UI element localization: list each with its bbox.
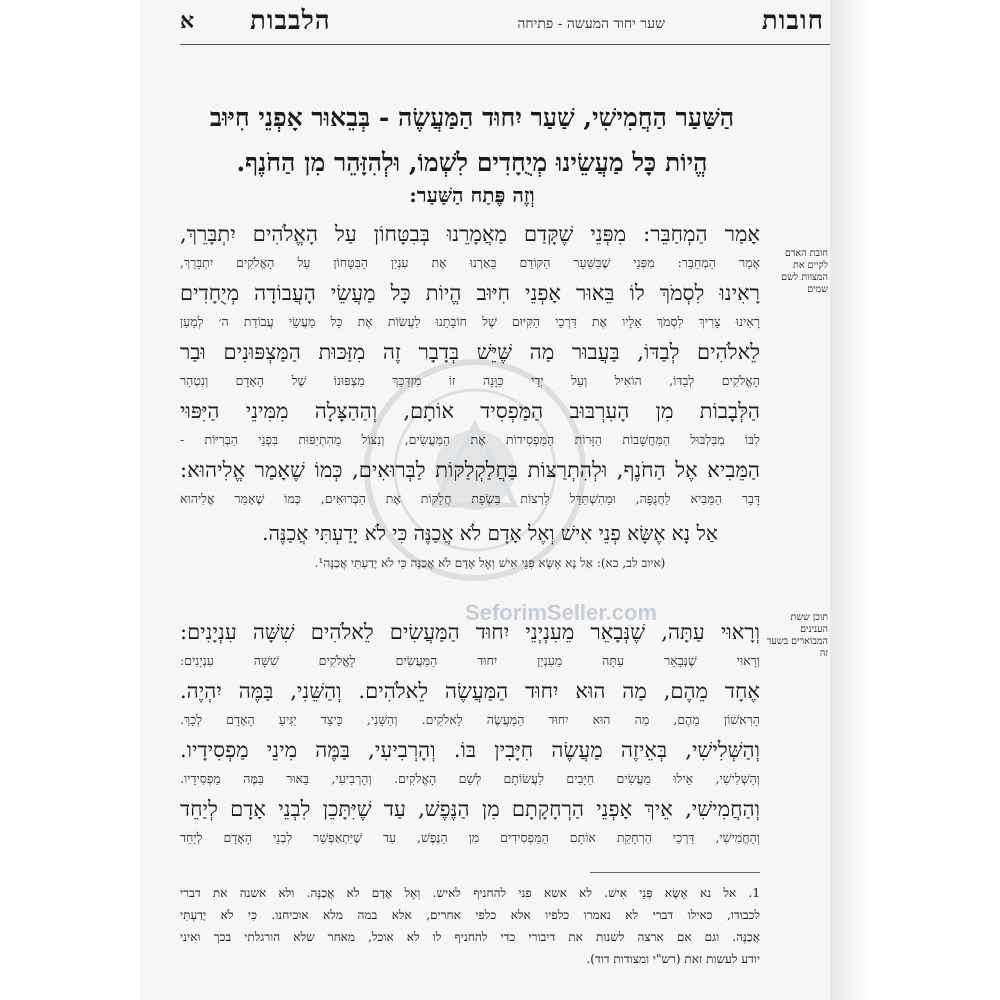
plain-line: וְהַחֲמִישִׁי, דַּרְכֵי הַרְחָקַת אוֹתָם הַמַּפְסִידִים מִן הַנֶּפֶשׁ, עַד שֶׁיִּתְאַפְשֵׁר לִבְנֵי הָאָדָם לְיַחֵד [180, 830, 760, 845]
vocalized-line: לֵאלֹהִים לְבַדּוֹ, בַּעֲבוּר מַה שֶּׁיֵּשׁ בְּדָבָר זֶה מִזַּכּוּת הַמַּצְפּוּנִים וּבַר [180, 340, 760, 364]
chapter-heading [182, 95, 762, 185]
footnote-line: לכבודו, כאילו דברי לא נאמרו כלפיו אלא כלפי אחרים, אלא במה מלא אוכיחנו. כִּי לֹא יָדַעְתִּי [180, 908, 760, 922]
margin-note: חובת האדם לקיים את המצוות לשם שמים [781, 248, 828, 295]
plain-line: וְהַשְּׁלִישִׁי, אֵילוּ מַעֲשִׂים חַיָּבִים לַעֲשׂוֹתָם לְשֵׁם הָאֱלֹקִים. וְהָרְבִיעִי, בֵּאוּר בַּמֶּה מַפְסִידָיו. [180, 771, 760, 786]
header-title-left: הלבבות [250, 6, 331, 36]
header-title-right: חובות [761, 6, 824, 36]
page-number: א [180, 8, 195, 34]
footnote-rule [590, 872, 760, 873]
plain-line: לִבּוֹ מִבִּלְבּוּל הַמַּחֲשָׁבוֹת הַזָּרוֹת הַמַּפְסִידוֹת אֶת הַמַּעֲשִׂים, וְנִצּוֹל מֵהִתְיַפּוּת בִּפְנֵי הַבְּרִיּוֹת - [180, 432, 760, 447]
vocalized-line: וְרָאוּי עַתָּה, שֶׁנְּבָאֵר מֵעִנְיְנֵי יִחוּד הַמַּעֲשִׂים לֵאלֹהִים שִׁשָּׁה עִנְיָנִים: [180, 620, 760, 644]
vocalized-line: אֶחָד מֵהֶם, מַה הוּא יִחוּד הַמַּעֲשֶׂה לֵאלֹהִים. וְהַשֵּׁנִי, בַּמֶּה יִהְיֶה. [180, 679, 760, 703]
chapter-heading-line: הֱיוֹת כָּל מַעֲשֵׂינוּ מְיֻחָדִים לִשְׁמוֹ, וּלְהִזָּהֵר מִן הַחֹנֶף. [236, 148, 708, 177]
vocalized-line: וְהַחֲמִישִׁי, אֵיךְ אָפְנֵי הַרְחָקָתָם מִן הַנֶּפֶשׁ, עַד שֶׁיִּתָּכֵן לִבְנֵי אָדָם לְיַחֵד [180, 797, 760, 821]
gate-opening: וְזֶה פֶּתַח הַשַּׁעַר: [409, 183, 535, 207]
chapter-heading-line: הַשַּׁעַר הַחֲמִישִׁי, שַׁעַר יִחוּד הַמַּעֲשֶׂה - בְּבֵאוּר אָפְנֵי חִיּוּב [209, 103, 735, 132]
verse-reference: (איוב לב, כא): [596, 556, 666, 570]
footnote-line: אֲכַנֶּה. וגם אם ארצה לשנות את דיבורי כדי להחניף לו לא אוכל, מאחר שלא הורגלתי בכך ואיני [180, 930, 760, 944]
footnote-line: יודע לעשות זאת (רש"י ומצודות דוד). [586, 952, 760, 966]
vocalized-line: הַלְּבָבוֹת מִן הָעִרְבּוּב הַמַּפְסִיד אוֹתָם, וְהַהַצָּלָה מִמִּינֵי הַיִּפּוּי [180, 399, 760, 423]
page-edge [830, 0, 1000, 1000]
vocalized-line: הַמֵּבִיא אֶל הַחֹנֶף, וּלְהִתְרַצּוֹת בַּחֲלַקְלַקּוֹת לַבְּרוּאִים, כְּמוֹ שֶׁאָמַר אֱלִיהוּא: [180, 458, 760, 482]
plain-line: רָאִינוּ צָרִיךְ לִסְמֹךְ אֵלָיו אֶת דַּרְכֵי הַקִּיּוּם שֶׁל חוֹבָתֵנוּ לַעֲשׂוֹת אֶת כָּל מַעֲשֵׂי עֲבוֹדַת ה׳ לְמַעַן [180, 314, 760, 329]
plain-line: דָּבָר הַמֵּבִיא לַחֲנֻפָּה, וּמֵהִשְׁתַּדֵּל לִרְצוֹת בִּשְׂפַת חֲלַקּוֹת אֶת הַבְּרוּאִים, כְּמוֹ שֶׁאָמַר אֱלִיהוּא [180, 491, 760, 506]
verse-plain-text: אַל נָא אֶשָּׂא פְּנֵי אִישׁ וְאֶל אָדָם לֹא אֲכַנֶּה כִּי לֹא יָדַעְתִּי אֲכַנֶּה¹. [314, 556, 593, 570]
header-section-name: שער יחוד המעשה - פתיחה [517, 16, 665, 32]
plain-line: וְרָאוּי שֶׁנְּבָאֵר עַתָּה מֵעִנְיַן יִחוּד הַמַּעֲשִׂים לָאֱלֹקִים שִׁשָּׁה עִנְיָנִים: [180, 653, 760, 668]
header-rule [180, 44, 830, 45]
plain-line: הָאֱלֹקִים לְבַדּוֹ, הוֹאִיל וְעַל יְדֵי כַּוָּנָה זוֹ מִזְדַּכֵּךְ מַצְפּוּנוֹ שֶׁל הָאָדָם וְנִטְהָר [180, 373, 760, 388]
vocalized-line: רָאִינוּ לִסְמֹךְ לוֹ בֵּאוּר אָפְנֵי חִיּוּב הֱיוֹת כָּל מַעֲשֵׂי הָעֲבוֹדָה מְיֻחָדִים [180, 281, 760, 305]
plain-line: הָרִאשׁוֹן מֵהֶם, מַה הוּא יִחוּד הַמַּעֲשֶׂה לֵאלֹקִים. וְהַשֵּׁנִי, כֵּיצַד יַגִּיעַ הָאָדָם לְכָךְ. [180, 712, 760, 727]
verse-line: אַל נָא אֶשָּׂא פְנֵי אִישׁ וְאֶל אָדָם לֹא אֲכַנֶּה כִּי לֹא יָדַעְתִּי אֲכַנֶּה. [262, 521, 718, 545]
margin-note: תוכן ששת הענינים המבוארים בשער זה [766, 612, 828, 659]
vocalized-line: אָמַר הַמְחַבֵּר: מִפְּנֵי שֶׁקָּדַם מַאֲמָרֵנוּ בְּבִטָּחוֹן עַל הָאֱלֹהִים יִתְבָּרֵךְ, [180, 222, 760, 246]
running-header [180, 4, 830, 44]
plain-line: אָמַר הַמְחַבֵּר: מִפְּנֵי שֶׁבַּשַּׁעַר הַקּוֹדֵם בֵּאַרְנוּ אֶת עִנְיַן הַבִּטָּחוֹן עַל הָאֱלֹקִים יִתְבָּרֵךְ, [180, 255, 760, 270]
vocalized-line: וְהַשְּׁלִישִׁי, בְּאֵיזֶה מַעֲשֶׂה חִיָּבִין בּוֹ. וְהָרְבִיעִי, בַּמֶּה מִינֵי מַפְסִידָיו. [180, 738, 760, 762]
watermark-text: SeforimSeller.com [465, 600, 657, 625]
footnote-line: 1. אל נא אֶשָּׂא פְּנֵי אִישׁ. לא אשא פני להחניף לאיש. וְאֶל אָדָם לֹא אֲכַנֶּה. ולא אשנה את דברי [180, 886, 760, 900]
verse-plain-line [240, 556, 740, 571]
